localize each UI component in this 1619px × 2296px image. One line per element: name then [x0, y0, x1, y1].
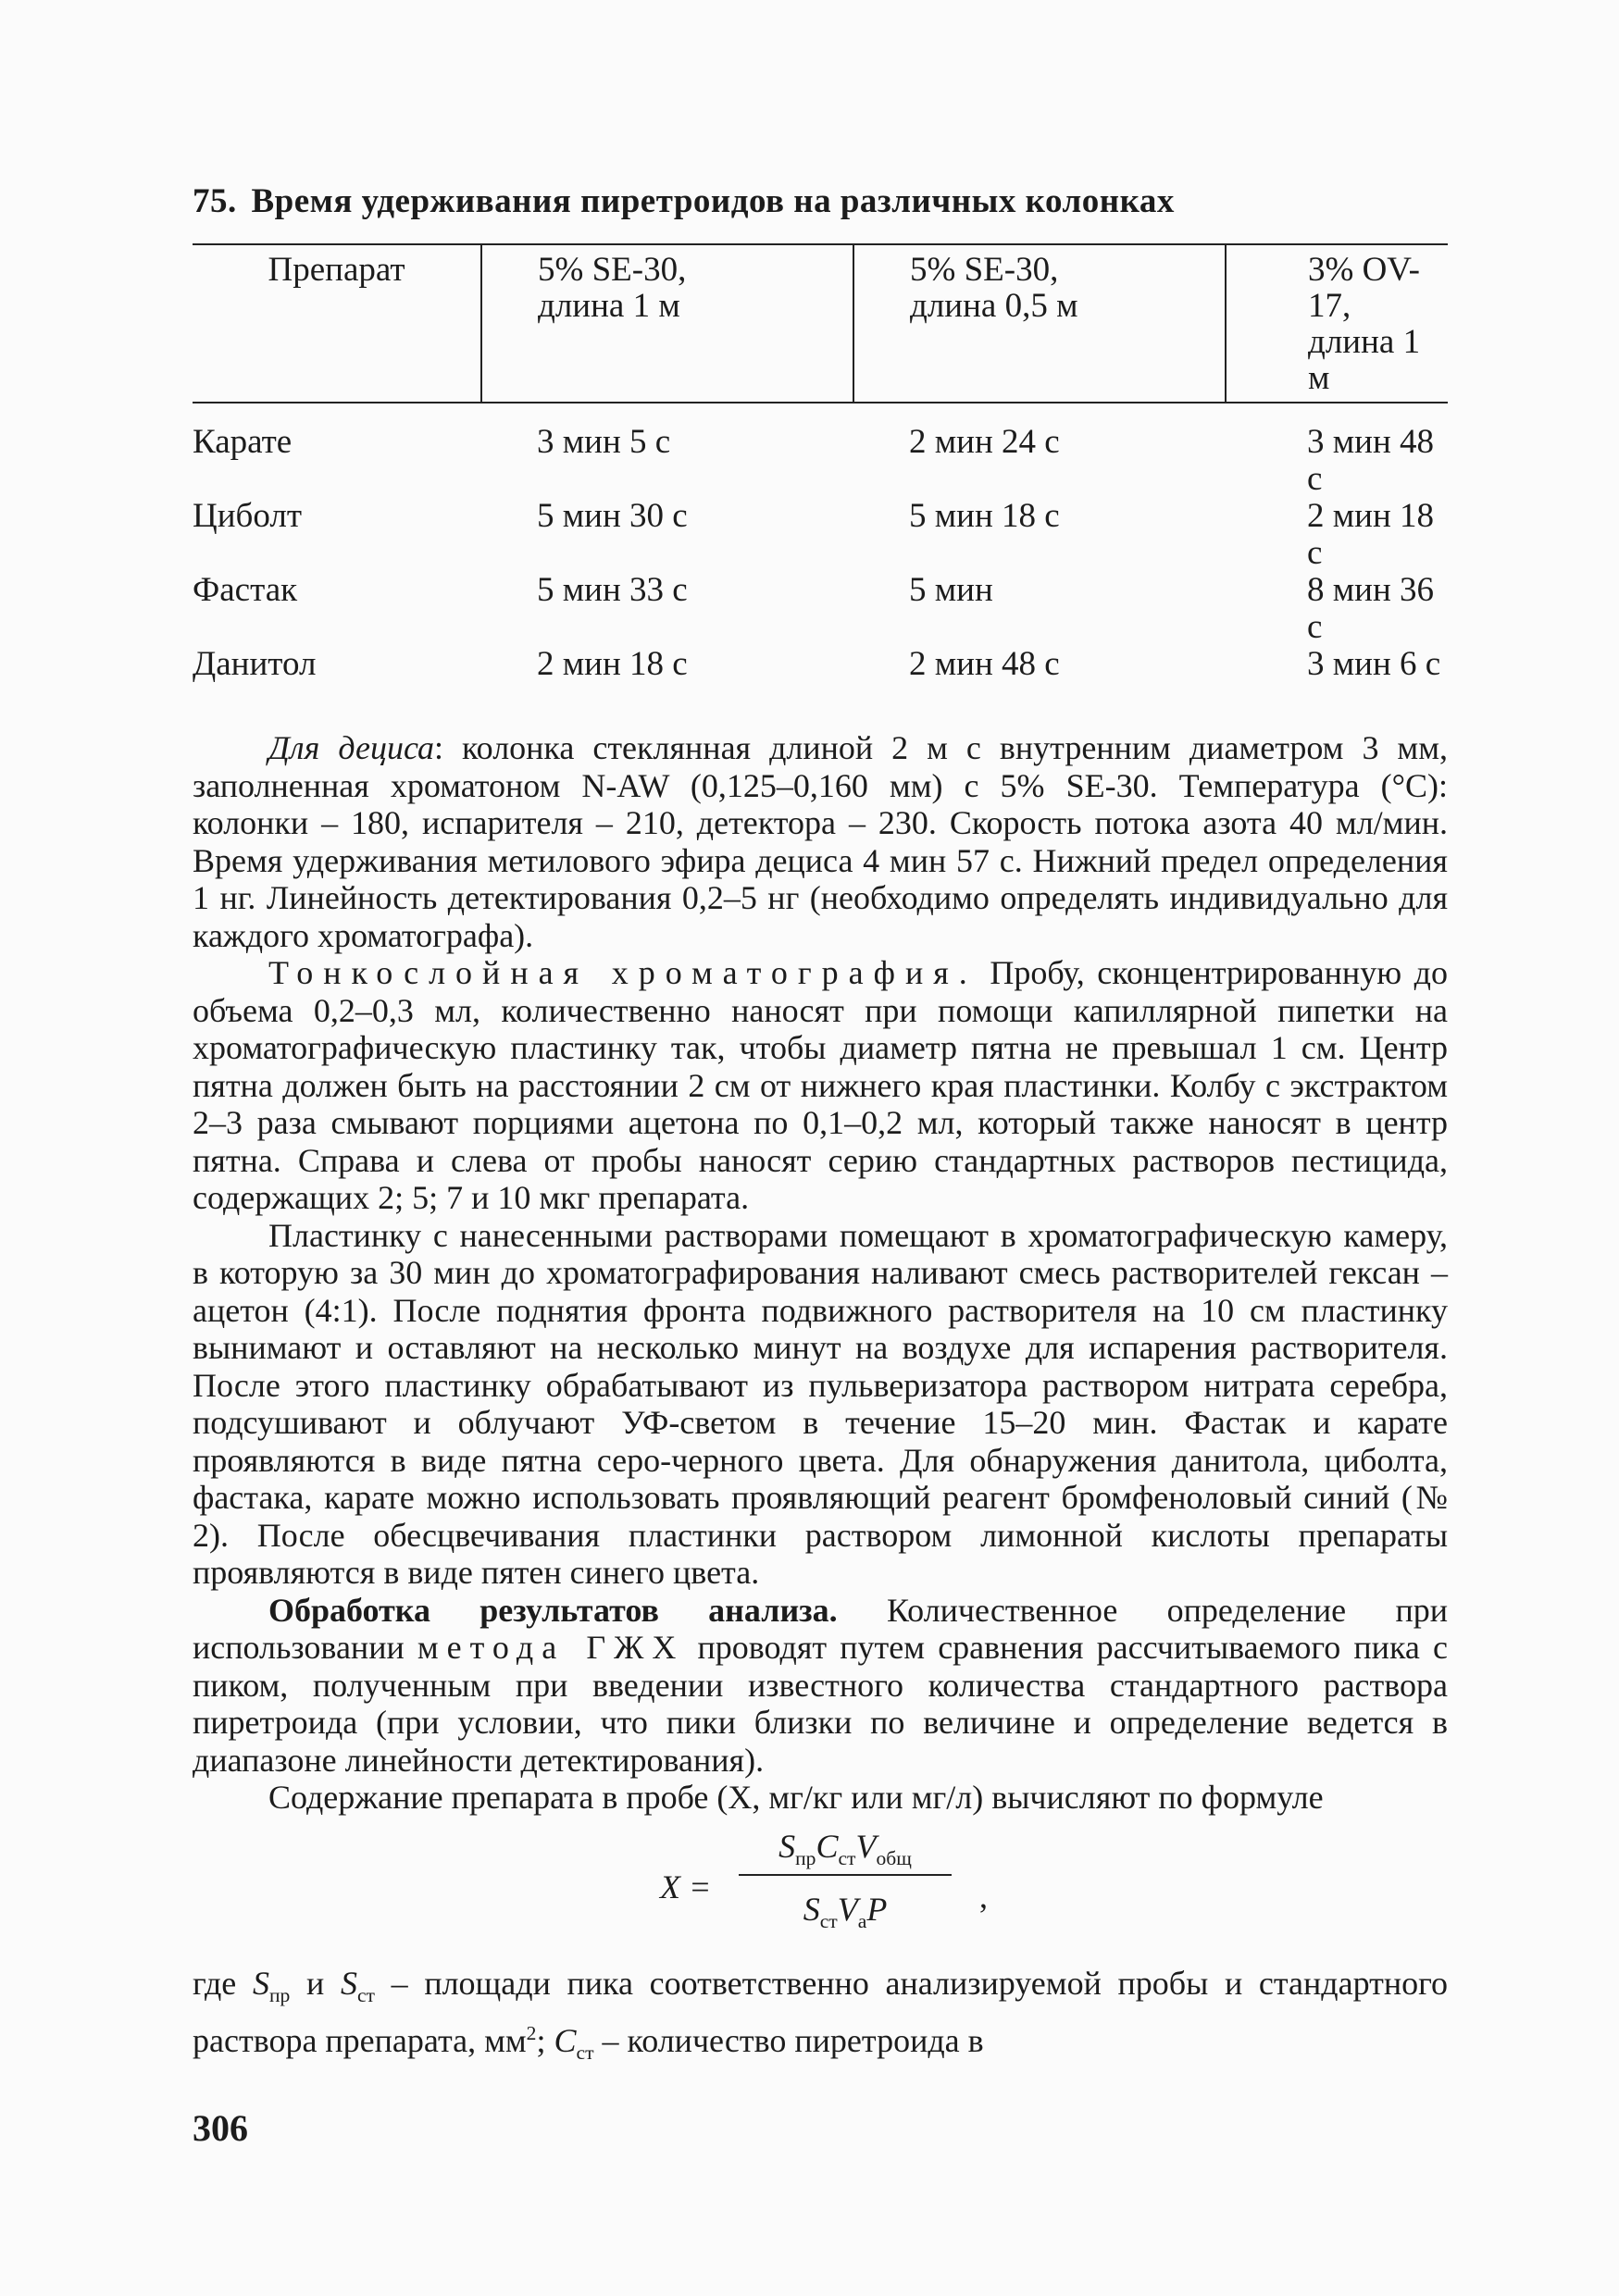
paragraph-formula-intro: Содержание препарата в пробе (X, мг/кг или мг/л) вычисляют по формуле	[268, 1779, 1324, 1817]
section-heading-spaced: Тонкослойная хроматография.	[268, 954, 978, 992]
table-cell: 5 мин	[909, 571, 993, 610]
section-heading-bold: Обработка результатов анализа.	[268, 1591, 838, 1629]
table-cell: 3 мин 48 с	[1307, 423, 1435, 499]
table-cell: 5 мин 18 с	[909, 497, 1060, 536]
table-caption	[193, 181, 1448, 221]
table-cell: 2 мин 48 с	[909, 645, 1060, 684]
table-cell: 3 мин 5 с	[537, 423, 671, 462]
formula	[193, 1822, 1448, 1961]
table-number: 75.	[193, 182, 237, 220]
header-drug: Препарат	[268, 251, 405, 289]
paragraph-tlc: Тонкослойная хроматография. Пробу, сконцентрированную до объема 0,2–0,3 мл, количественно наносят при помощи капиллярной пипетки на хроматографическую пластинку так, чтобы диаметр пятна не превышал 1 см. Центр пятна должен быть на расстоянии 2 см от нижнего края пластинки. Колбу с экстрактом 2–3 раза смывают порциями ацетона по 0,1–0,2 мл, который также наносят в центр пятна. Справа и слева от пробы наносят серию стандартных растворов пестицида, содержащих 2; 5; 7 и 10 мкг препарата.	[193, 954, 1448, 1217]
table-cell: Циболт	[193, 497, 302, 536]
page-number: 306	[193, 2107, 248, 2149]
header-column-1: 5% SE-30, длина 1 м	[481, 244, 853, 403]
table-row	[193, 572, 1448, 646]
paragraph-plate: Пластинку с нанесенными растворами помещают в хроматографическую камеру, в которую за 30 мин до хроматографирования наливают смесь растворителей гексан – ацетон (4:1). После поднятия фронта подвижного растворителя на 10 см пластинку вынимают и оставляют на несколько минут на воздухе для испарения растворителя. После этого пластинку обрабатывают из пульверизатора раствором нитрата серебра, подсушивают и облучают УФ-светом в течение 15–20 мин. Фастак и карате проявляются в виде пятна серо-черного цвета. Для обнаружения данитола, циболта, фастака, карате можно использовать проявляющий реагент бромфеноловый синий (№ 2). После обесцвечивания пластинки раствором лимонной кислоты препараты проявляются в виде пятен синего цвета.	[193, 1216, 1448, 1592]
formula-denominator: $S_{ст}V_аP$	[803, 1890, 888, 1933]
table-header-row	[193, 244, 1448, 403]
table-cell: 5 мин 33 с	[537, 571, 688, 610]
formula-fraction	[739, 1826, 952, 1942]
table-cell: 2 мин 24 с	[909, 423, 1060, 462]
table-cell: 8 мин 36 с	[1307, 571, 1435, 647]
table-cell: Данитол	[193, 645, 317, 684]
body-text	[193, 729, 1448, 2071]
table-cell: 2 мин 18 с	[537, 645, 688, 684]
table-row	[193, 646, 1448, 683]
formula-comma: ,	[979, 1877, 988, 1915]
page-content	[193, 181, 1448, 2071]
table-cell: 3 мин 6 с	[1307, 645, 1441, 684]
paragraph-results: Обработка результатов анализа. Количественное определение при использовании метода ГЖХ проводят путем сравнения рассчитываемого пика с пиком, полученным при введении известного количества стандартного раствора пиретроида (при условии, что пики близки по величине и определение ведется в диапазоне линейности детектирования).	[193, 1591, 1448, 1779]
paragraph-where: где $S_{пр}$ и $S_{ст}$ – площади пика соответственно анализируемой пробы и стандартного раствора препарата, $мм^2$; $C_{ст}$ – количество пиретроида в	[193, 1964, 1448, 2064]
formula-fraction-bar	[739, 1874, 952, 1876]
formula-numerator: $S_{пр}C_{ст}V_{общ}$	[778, 1827, 912, 1870]
paragraph-decis: Для дециса: колонка стеклянная длиной 2 м с внутренним диаметром 3 мм, заполненная хроматоном N-AW (0,125–0,160 мм) с 5% SE-30. Температура (°С): колонки – 180, испарителя – 210, детектора – 230. Скорость потока азота 40 мл/мин. Время удерживания метилового эфира дециса 4 мин 57 с. Нижний предел определения 1 нг. Линейность детектирования 0,2–5 нг (необходимо определять индивидуально для каждого хроматографа).	[193, 729, 1448, 954]
table-cell: Карате	[193, 423, 293, 462]
table-row	[193, 403, 1448, 498]
table-cell: Фастак	[193, 571, 298, 610]
method-spaced: метода ГЖХ	[417, 1629, 685, 1667]
table-cell: 2 мин 18 с	[1307, 497, 1435, 573]
table-row	[193, 498, 1448, 572]
table-title: Время удерживания пиретроидов на различных колонках	[251, 182, 1175, 220]
header-column-3: 3% OV-17, длина 1 м	[1226, 244, 1448, 403]
header-column-2: 5% SE-30, длина 0,5 м	[853, 244, 1226, 403]
paragraph-lead-italic: Для дециса	[268, 729, 435, 767]
formula-lhs: X =	[660, 1868, 712, 1905]
table-cell: 5 мин 30 с	[537, 497, 688, 536]
retention-time-table	[193, 243, 1448, 683]
